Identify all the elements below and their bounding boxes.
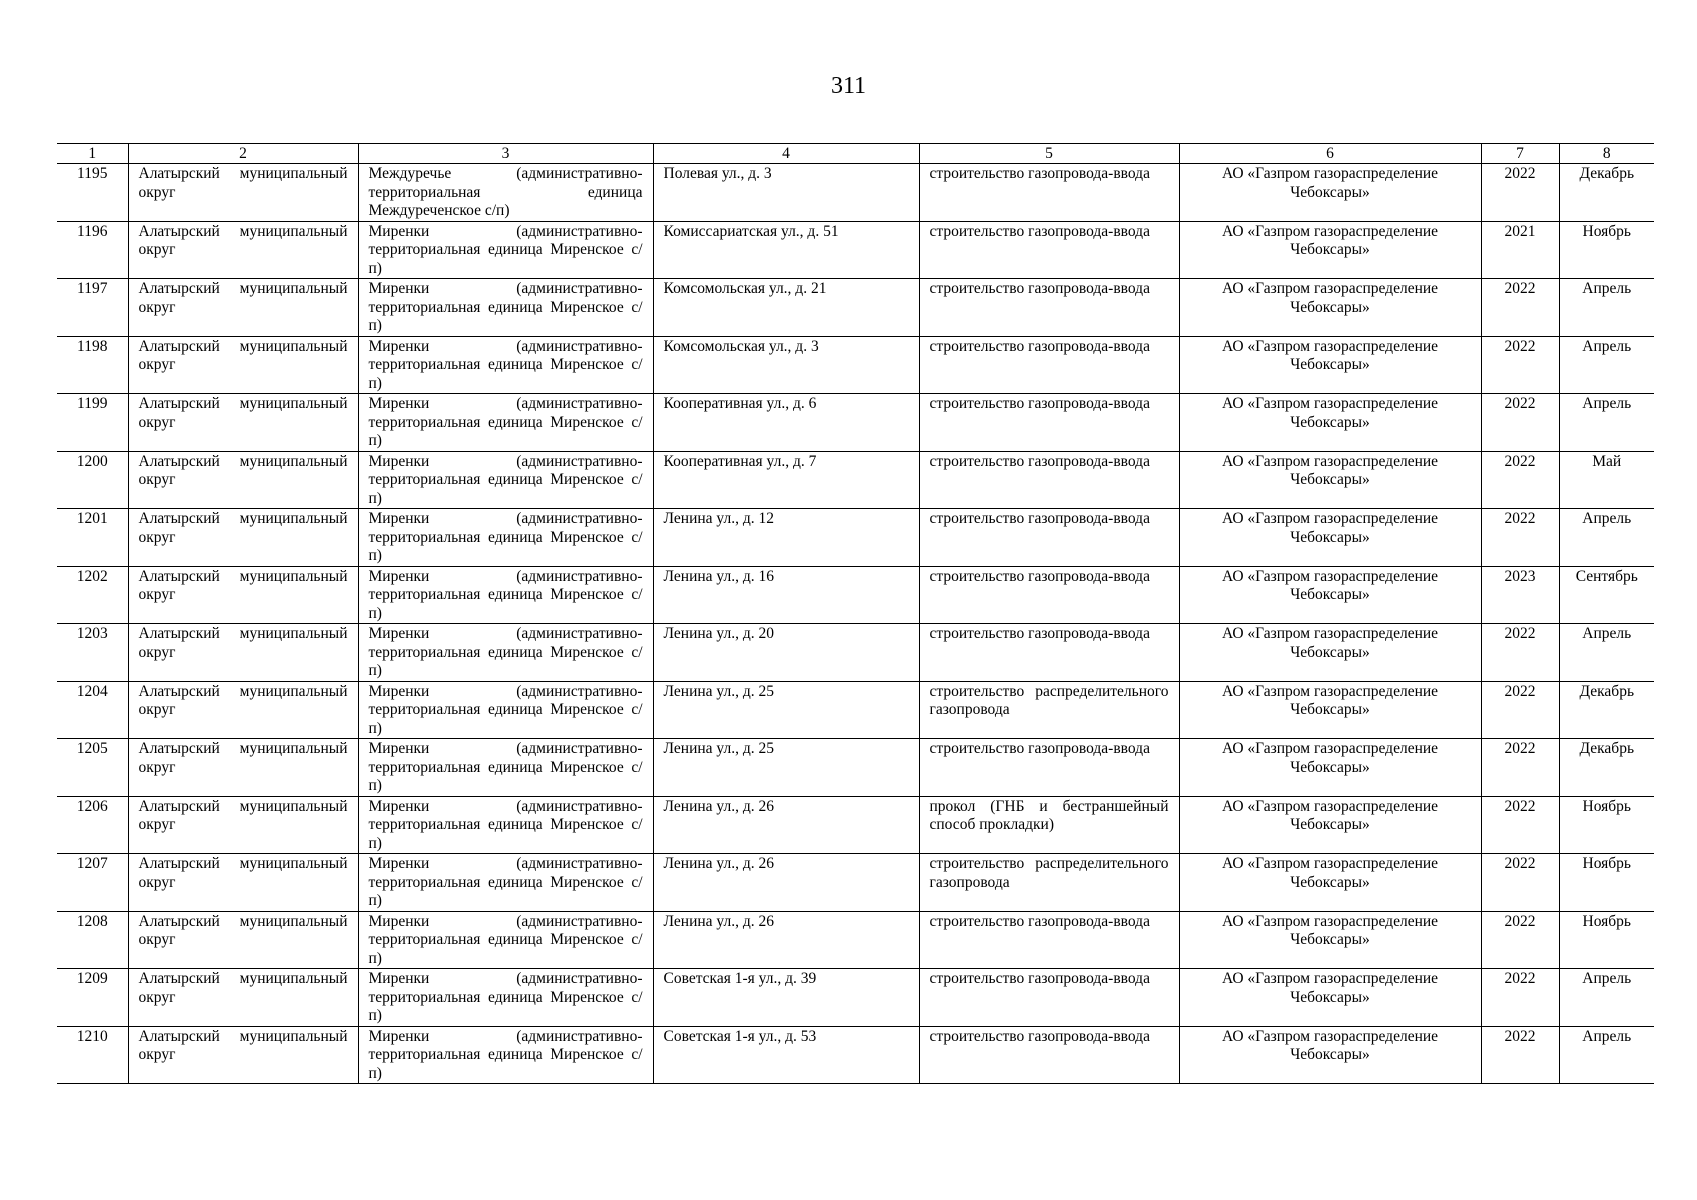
address-cell: Ленина ул., д. 12 — [653, 509, 919, 567]
year-cell: 2022 — [1481, 451, 1559, 509]
year-cell: 2022 — [1481, 164, 1559, 222]
address-cell: Ленина ул., д. 26 — [653, 911, 919, 969]
year-cell: 2022 — [1481, 336, 1559, 394]
year-cell: 2022 — [1481, 509, 1559, 567]
okrug-cell: Алатырский муниципальный округ — [128, 221, 358, 279]
month-cell: Май — [1559, 451, 1654, 509]
table-row — [57, 1026, 1654, 1084]
year-cell: 2022 — [1481, 681, 1559, 739]
organization-cell: АО «Газпром газораспределение Чебоксары» — [1179, 451, 1481, 509]
address-cell: Кооперативная ул., д. 7 — [653, 451, 919, 509]
work-type-cell: строительство газопровода-ввода — [919, 451, 1179, 509]
territorial-unit-cell: Миренки (административно-территориальная единица Миренское с/п) — [358, 624, 653, 682]
table-row — [57, 221, 1654, 279]
okrug-cell: Алатырский муниципальный округ — [128, 969, 358, 1027]
year-cell: 2022 — [1481, 279, 1559, 337]
address-cell: Комиссариатская ул., д. 51 — [653, 221, 919, 279]
address-cell: Советская 1-я ул., д. 39 — [653, 969, 919, 1027]
okrug-cell: Алатырский муниципальный округ — [128, 164, 358, 222]
year-cell: 2022 — [1481, 624, 1559, 682]
territorial-unit-cell: Миренки (административно-территориальная единица Миренское с/п) — [358, 394, 653, 452]
okrug-cell: Алатырский муниципальный округ — [128, 739, 358, 797]
okrug-cell: Алатырский муниципальный округ — [128, 911, 358, 969]
okrug-cell: Алатырский муниципальный округ — [128, 624, 358, 682]
territorial-unit-cell: Миренки (административно-территориальная единица Миренское с/п) — [358, 1026, 653, 1084]
month-cell: Декабрь — [1559, 164, 1654, 222]
month-cell: Апрель — [1559, 509, 1654, 567]
table-row — [57, 336, 1654, 394]
row-number: 1200 — [57, 451, 128, 509]
address-cell: Комсомольская ул., д. 21 — [653, 279, 919, 337]
work-type-cell: строительство газопровода-ввода — [919, 624, 1179, 682]
work-type-cell: строительство газопровода-ввода — [919, 336, 1179, 394]
organization-cell: АО «Газпром газораспределение Чебоксары» — [1179, 969, 1481, 1027]
territorial-unit-cell: Миренки (административно-территориальная единица Миренское с/п) — [358, 969, 653, 1027]
organization-cell: АО «Газпром газораспределение Чебоксары» — [1179, 221, 1481, 279]
okrug-cell: Алатырский муниципальный округ — [128, 681, 358, 739]
organization-cell: АО «Газпром газораспределение Чебоксары» — [1179, 164, 1481, 222]
address-cell: Ленина ул., д. 25 — [653, 739, 919, 797]
column-header: 7 — [1481, 144, 1559, 164]
column-header: 6 — [1179, 144, 1481, 164]
organization-cell: АО «Газпром газораспределение Чебоксары» — [1179, 681, 1481, 739]
data-table — [57, 143, 1654, 1084]
row-number: 1197 — [57, 279, 128, 337]
work-type-cell: строительство газопровода-ввода — [919, 221, 1179, 279]
okrug-cell: Алатырский муниципальный округ — [128, 336, 358, 394]
okrug-cell: Алатырский муниципальный округ — [128, 509, 358, 567]
table-row — [57, 279, 1654, 337]
table-row — [57, 854, 1654, 912]
work-type-cell: строительство газопровода-ввода — [919, 969, 1179, 1027]
column-number-row — [57, 144, 1654, 164]
row-number: 1198 — [57, 336, 128, 394]
table-row — [57, 911, 1654, 969]
address-cell: Ленина ул., д. 25 — [653, 681, 919, 739]
address-cell: Ленина ул., д. 20 — [653, 624, 919, 682]
table-row — [57, 566, 1654, 624]
work-type-cell: строительство распределительного газопровода — [919, 681, 1179, 739]
row-number: 1195 — [57, 164, 128, 222]
year-cell: 2022 — [1481, 854, 1559, 912]
okrug-cell: Алатырский муниципальный округ — [128, 451, 358, 509]
row-number: 1210 — [57, 1026, 128, 1084]
year-cell: 2022 — [1481, 394, 1559, 452]
work-type-cell: строительство газопровода-ввода — [919, 509, 1179, 567]
year-cell: 2022 — [1481, 969, 1559, 1027]
territorial-unit-cell: Миренки (административно-территориальная единица Миренское с/п) — [358, 509, 653, 567]
work-type-cell: строительство газопровода-ввода — [919, 739, 1179, 797]
year-cell: 2022 — [1481, 1026, 1559, 1084]
organization-cell: АО «Газпром газораспределение Чебоксары» — [1179, 566, 1481, 624]
month-cell: Апрель — [1559, 624, 1654, 682]
address-cell: Ленина ул., д. 26 — [653, 796, 919, 854]
organization-cell: АО «Газпром газораспределение Чебоксары» — [1179, 911, 1481, 969]
table-row — [57, 509, 1654, 567]
organization-cell: АО «Газпром газораспределение Чебоксары» — [1179, 336, 1481, 394]
address-cell: Кооперативная ул., д. 6 — [653, 394, 919, 452]
address-cell: Комсомольская ул., д. 3 — [653, 336, 919, 394]
territorial-unit-cell: Междуречье (административно-территориальная единица Междуреченское с/п) — [358, 164, 653, 222]
row-number: 1207 — [57, 854, 128, 912]
work-type-cell: прокол (ГНБ и бестраншейный способ прокладки) — [919, 796, 1179, 854]
table-row — [57, 624, 1654, 682]
month-cell: Апрель — [1559, 336, 1654, 394]
okrug-cell: Алатырский муниципальный округ — [128, 1026, 358, 1084]
column-header: 8 — [1559, 144, 1654, 164]
year-cell: 2021 — [1481, 221, 1559, 279]
work-type-cell: строительство газопровода-ввода — [919, 164, 1179, 222]
column-header: 2 — [128, 144, 358, 164]
work-type-cell: строительство распределительного газопровода — [919, 854, 1179, 912]
territorial-unit-cell: Миренки (административно-территориальная единица Миренское с/п) — [358, 854, 653, 912]
row-number: 1204 — [57, 681, 128, 739]
organization-cell: АО «Газпром газораспределение Чебоксары» — [1179, 1026, 1481, 1084]
column-header: 3 — [358, 144, 653, 164]
month-cell: Ноябрь — [1559, 221, 1654, 279]
okrug-cell: Алатырский муниципальный округ — [128, 566, 358, 624]
year-cell: 2022 — [1481, 739, 1559, 797]
month-cell: Ноябрь — [1559, 911, 1654, 969]
table-body — [57, 164, 1654, 1084]
work-type-cell: строительство газопровода-ввода — [919, 911, 1179, 969]
territorial-unit-cell: Миренки (административно-территориальная единица Миренское с/п) — [358, 796, 653, 854]
okrug-cell: Алатырский муниципальный округ — [128, 854, 358, 912]
month-cell: Апрель — [1559, 1026, 1654, 1084]
column-header: 1 — [57, 144, 128, 164]
page-number: 311 — [830, 73, 867, 99]
row-number: 1196 — [57, 221, 128, 279]
table-row — [57, 681, 1654, 739]
column-header: 5 — [919, 144, 1179, 164]
table-row — [57, 451, 1654, 509]
column-header: 4 — [653, 144, 919, 164]
organization-cell: АО «Газпром газораспределение Чебоксары» — [1179, 509, 1481, 567]
organization-cell: АО «Газпром газораспределение Чебоксары» — [1179, 394, 1481, 452]
row-number: 1208 — [57, 911, 128, 969]
territorial-unit-cell: Миренки (административно-территориальная единица Миренское с/п) — [358, 681, 653, 739]
row-number: 1203 — [57, 624, 128, 682]
territorial-unit-cell: Миренки (административно-территориальная единица Миренское с/п) — [358, 221, 653, 279]
territorial-unit-cell: Миренки (административно-территориальная единица Миренское с/п) — [358, 279, 653, 337]
territorial-unit-cell: Миренки (административно-территориальная единица Миренское с/п) — [358, 336, 653, 394]
okrug-cell: Алатырский муниципальный округ — [128, 279, 358, 337]
year-cell: 2022 — [1481, 911, 1559, 969]
territorial-unit-cell: Миренки (административно-территориальная единица Миренское с/п) — [358, 451, 653, 509]
month-cell: Декабрь — [1559, 681, 1654, 739]
territorial-unit-cell: Миренки (административно-территориальная единица Миренское с/п) — [358, 911, 653, 969]
territorial-unit-cell: Миренки (административно-территориальная единица Миренское с/п) — [358, 566, 653, 624]
month-cell: Апрель — [1559, 394, 1654, 452]
table-row — [57, 394, 1654, 452]
table-row — [57, 796, 1654, 854]
territorial-unit-cell: Миренки (административно-территориальная единица Миренское с/п) — [358, 739, 653, 797]
work-type-cell: строительство газопровода-ввода — [919, 394, 1179, 452]
work-type-cell: строительство газопровода-ввода — [919, 279, 1179, 337]
address-cell: Советская 1-я ул., д. 53 — [653, 1026, 919, 1084]
okrug-cell: Алатырский муниципальный округ — [128, 394, 358, 452]
table-row — [57, 164, 1654, 222]
organization-cell: АО «Газпром газораспределение Чебоксары» — [1179, 739, 1481, 797]
month-cell: Сентябрь — [1559, 566, 1654, 624]
row-number: 1199 — [57, 394, 128, 452]
organization-cell: АО «Газпром газораспределение Чебоксары» — [1179, 624, 1481, 682]
table-row — [57, 969, 1654, 1027]
year-cell: 2023 — [1481, 566, 1559, 624]
row-number: 1206 — [57, 796, 128, 854]
table-row — [57, 739, 1654, 797]
work-type-cell: строительство газопровода-ввода — [919, 1026, 1179, 1084]
organization-cell: АО «Газпром газораспределение Чебоксары» — [1179, 279, 1481, 337]
month-cell: Апрель — [1559, 969, 1654, 1027]
address-cell: Ленина ул., д. 26 — [653, 854, 919, 912]
month-cell: Ноябрь — [1559, 796, 1654, 854]
year-cell: 2022 — [1481, 796, 1559, 854]
row-number: 1205 — [57, 739, 128, 797]
row-number: 1201 — [57, 509, 128, 567]
month-cell: Ноябрь — [1559, 854, 1654, 912]
row-number: 1209 — [57, 969, 128, 1027]
address-cell: Ленина ул., д. 16 — [653, 566, 919, 624]
organization-cell: АО «Газпром газораспределение Чебоксары» — [1179, 796, 1481, 854]
month-cell: Апрель — [1559, 279, 1654, 337]
address-cell: Полевая ул., д. 3 — [653, 164, 919, 222]
row-number: 1202 — [57, 566, 128, 624]
work-type-cell: строительство газопровода-ввода — [919, 566, 1179, 624]
month-cell: Декабрь — [1559, 739, 1654, 797]
okrug-cell: Алатырский муниципальный округ — [128, 796, 358, 854]
organization-cell: АО «Газпром газораспределение Чебоксары» — [1179, 854, 1481, 912]
